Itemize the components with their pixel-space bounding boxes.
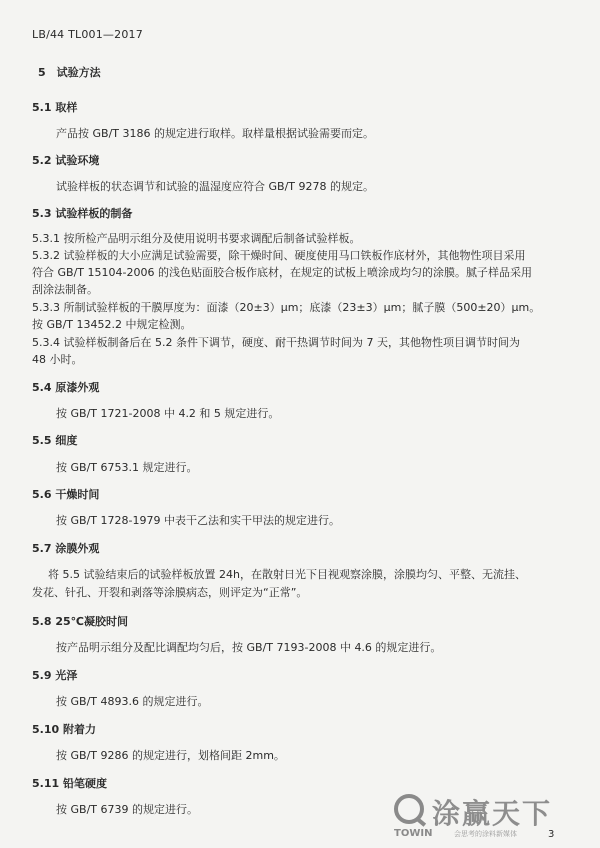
section-heading: 5.1 取样 [32, 101, 78, 114]
page-number: 3 [548, 829, 555, 840]
watermark-tagline: 会思考的涂料新媒体 [454, 830, 517, 838]
section-heading: 5.5 细度 [32, 434, 78, 447]
section-heading: 5.8 25℃凝胶时间 [32, 615, 128, 628]
watermark-chinese-text: 涂赢天下 [432, 797, 553, 830]
watermark [392, 792, 592, 842]
section-heading: 5 试验方法 [38, 66, 101, 79]
section-heading: 5.10 附着力 [32, 723, 96, 736]
section-heading: 5.2 试验环境 [32, 154, 100, 167]
document-header: LB/44 TL001—2017 [32, 28, 143, 41]
paragraph-line: 5.3.3 所制试验样板的干膜厚度为：面漆（20±3）μm；底漆（23±3）μm；腻子膜（500±20）μm。 [32, 301, 541, 314]
paragraph-line: 按 GB/T 4893.6 的规定进行。 [56, 695, 209, 708]
paragraph-line: 5.3.4 试验样板制备后在 5.2 条件下调节，硬度、耐干热调节时间为 7 天，其他物性项目调节时间为 [32, 336, 520, 349]
paragraph-line: 按产品明示组分及配比调配均匀后，按 GB/T 7193-2008 中 4.6 的规定进行。 [56, 641, 442, 654]
paragraph-line: 刮涂法制备。 [32, 283, 98, 296]
paragraph-line: 48 小时。 [32, 353, 83, 366]
section-heading: 5.3 试验样板的制备 [32, 207, 133, 220]
paragraph-line: 按 GB/T 1728-1979 中表干乙法和实干甲法的规定进行。 [56, 514, 340, 527]
paragraph-line: 5.3.1 按所检产品明示组分及使用说明书要求调配后制备试验样板。 [32, 232, 361, 245]
watermark-english-text: TOWIN [394, 828, 433, 839]
section-heading: 5.6 干燥时间 [32, 488, 100, 501]
paragraph-line: 将 5.5 试验结束后的试验样板放置 24h，在散射日光下目视观察涂膜，涂膜均匀、平整、无流挂、 [48, 568, 526, 581]
section-heading: 5.7 涂膜外观 [32, 542, 100, 555]
magnifier-logo-icon [394, 794, 424, 824]
section-heading: 5.11 铅笔硬度 [32, 777, 107, 790]
paragraph-line: 发花、针孔、开裂和剥落等涂膜病态，则评定为“正常”。 [32, 586, 308, 599]
section-heading: 5.9 光泽 [32, 669, 78, 682]
paragraph-line: 按 GB/T 6753.1 规定进行。 [56, 461, 198, 474]
section-heading: 5.4 原漆外观 [32, 381, 100, 394]
paragraph-line: 符合 GB/T 15104-2006 的浅色贴面胶合板作底材，在规定的试板上喷涂成均匀的涂膜。腻子样品采用 [32, 266, 532, 279]
paragraph-line: 试验样板的状态调节和试验的温湿度应符合 GB/T 9278 的规定。 [56, 180, 374, 193]
paragraph-line: 按 GB/T 6739 的规定进行。 [56, 803, 198, 816]
paragraph-line: 按 GB/T 1721-2008 中 4.2 和 5 规定进行。 [56, 407, 280, 420]
paragraph-line: 5.3.2 试验样板的大小应满足试验需要，除干燥时间、硬度使用马口铁板作底材外，其他物性项目采用 [32, 249, 526, 262]
paragraph-line: 按 GB/T 9286 的规定进行，划格间距 2mm。 [56, 749, 285, 762]
paragraph-line: 按 GB/T 13452.2 中规定检测。 [32, 318, 192, 331]
paragraph-line: 产品按 GB/T 3186 的规定进行取样。取样量根据试验需要而定。 [56, 127, 374, 140]
